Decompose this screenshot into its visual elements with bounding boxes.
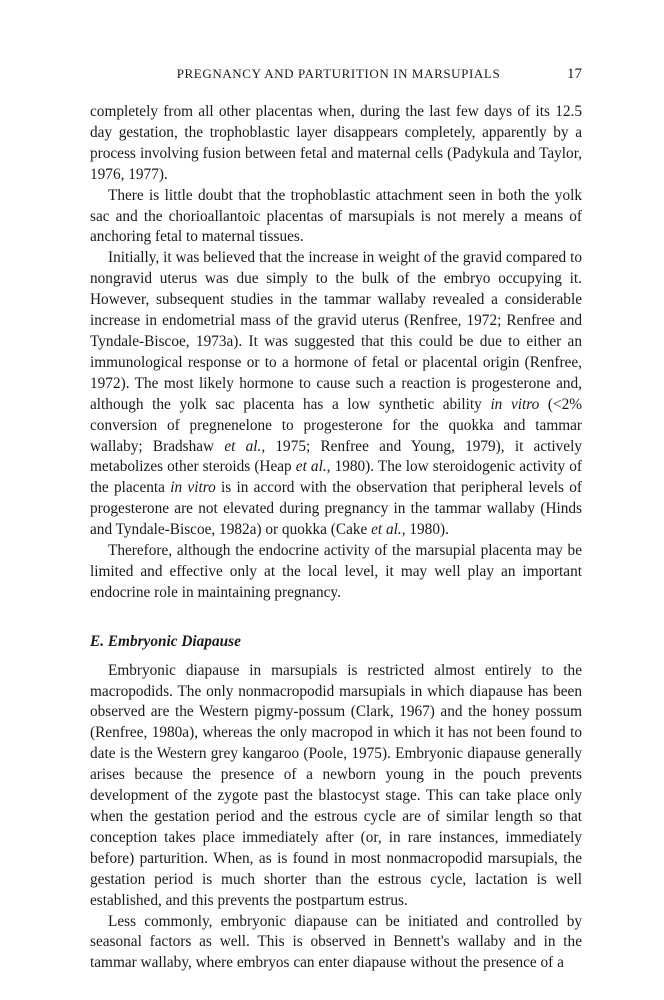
text-run: 1975; Renfree and Young, 1979), it actively metabolizes other steroids (Heap [90, 437, 582, 476]
italic-text: et al., [295, 458, 331, 476]
text-run: 1980). The low steroidogenic activity of the placenta [90, 458, 582, 497]
text-run: Therefore, although the endocrine activity of the marsupial placenta may be limited and effective only at the local level, it may well play an important endocrine role in maintaining pregnancy. [90, 542, 582, 601]
italic-text: et al., [224, 437, 266, 455]
section-heading: E. Embryonic Diapause [90, 632, 241, 650]
paragraph [90, 248, 582, 541]
text-run: Less commonly, embryonic diapause can be initiated and controlled by seasonal factors as well. This is observed in Bennett's wallaby and in the tammar wallaby, where embryos can enter diapause without the presence of a [90, 912, 582, 972]
running-header [90, 66, 582, 88]
text-run: is in accord with the observation that peripheral levels of progesterone are not elevated during pregnancy in the tammar wallaby (Hinds and Tyndale-Biscoe, 1982a) or quokka (Cake [90, 479, 583, 539]
page-number: 17 [567, 66, 582, 82]
italic-text: et al., [371, 521, 406, 539]
paragraph [90, 102, 582, 186]
paragraph [90, 661, 582, 912]
text-run: There is little doubt that the trophoblastic attachment seen in both the yolk sac and the chorioallantoic placentas of marsupials is not merely a means of anchoring fetal to maternal tissues. [90, 186, 582, 246]
text-run: Initially, it was believed that the increase in weight of the gravid compared to nongravid uterus was due simply to the bulk of the embryo occupying it. However, subsequent studies in the tammar wallaby revealed a considerable increase in endometrial mass of the gravid uterus (Renfree, 1972; Renfree and Tyndale-Biscoe, 1973a). It was suggested that this could be due to either an immunological response or to a hormone of fetal or placental origin (Renfree, 1972). The most likely hormone to cause such a reaction is progesterone and, although the yolk sac placenta has a low synthetic ability [90, 249, 582, 413]
text-run: 1980). [405, 521, 449, 539]
body-text-before [90, 102, 582, 604]
running-title: PREGNANCY AND PARTURITION IN MARSUPIALS [176, 66, 501, 81]
italic-text: in vitro [490, 395, 540, 413]
italic-text: in vitro [170, 479, 216, 497]
page [90, 66, 582, 974]
body-text-after [90, 661, 582, 975]
paragraph [90, 541, 582, 604]
text-run: Embryonic diapause in marsupials is restricted almost entirely to the macropodids. The only nonmacropodid marsupials in which diapause has been observed are the Western pigmy-possum (Clark, 1967) and the honey possum (Renfree, 1980a), whereas the only macropod in which it has not been found to date is the Western grey kangaroo (Poole, 1975). Embryonic diapause generally arises because the presence of a newborn young in the pouch prevents development of the zygote past the blastocyst stage. This can take place only when the gestation period and the estrous cycle are of similar length so that conception takes place immediately after (or, in rare instances, immediately before) parturition. When, as is found in most nonmacropodid marsupials, the gestation period is much shorter than the estrous cycle, lactation is well established, and this prevents the postpartum estrus. [90, 661, 582, 909]
text-run: completely from all other placentas when, during the last few days of its 12.5 day gestation, the trophoblastic layer disappears completely, apparently by a process involving fusion between fetal and maternal cells (Padykula and Taylor, 1976, 1977). [90, 103, 582, 183]
paragraph [90, 912, 582, 975]
paragraph [90, 186, 582, 249]
text-run: (<2% conversion of pregnenelone to progesterone for the quokka and tammar wallaby; Bradshaw [90, 395, 583, 455]
